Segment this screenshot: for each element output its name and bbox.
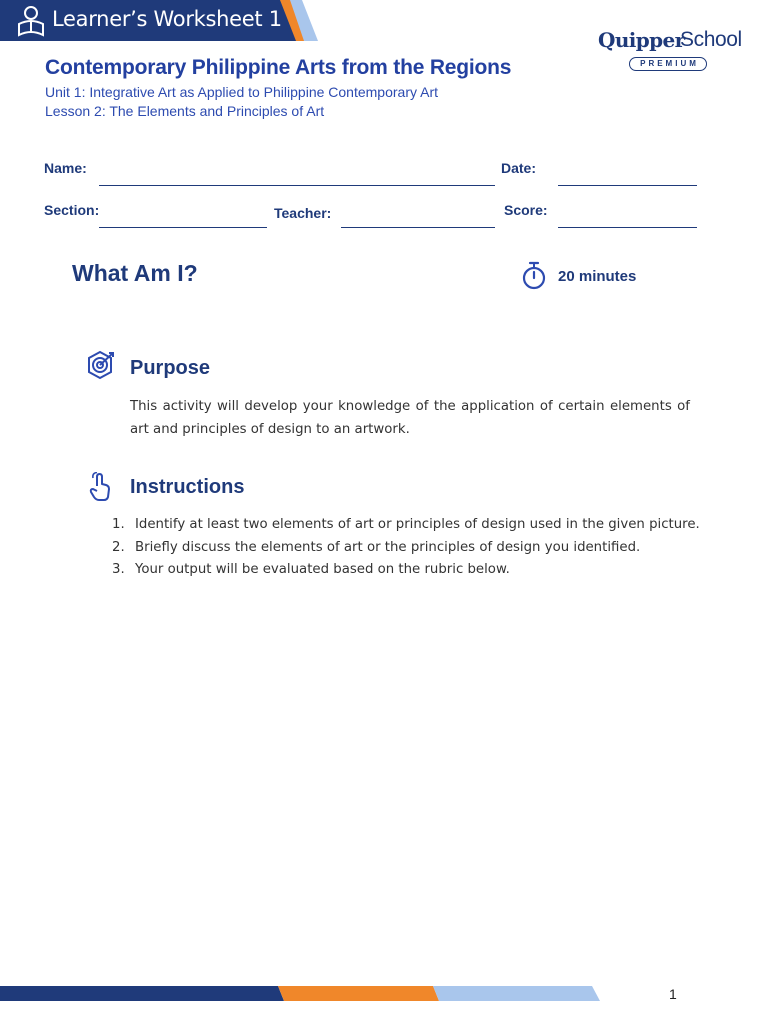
unit-subtitle: Unit 1: Integrative Art as Applied to Philippine Contemporary Art <box>45 84 438 100</box>
section-label: Section: <box>44 202 100 218</box>
teacher-field[interactable] <box>341 227 495 228</box>
logo-brand-regular: School <box>680 28 742 51</box>
list-item <box>112 515 702 538</box>
quipper-school-logo <box>598 28 740 74</box>
date-field[interactable] <box>558 185 697 186</box>
pointing-hand-icon <box>88 472 112 502</box>
purpose-heading: Purpose <box>130 357 211 379</box>
course-title: Contemporary Philippine Arts from the Regions <box>45 56 512 79</box>
list-item-text: Briefly discuss the elements of art or the principles of design you identified. <box>135 539 641 555</box>
teacher-label: Teacher: <box>274 205 332 221</box>
date-label: Date: <box>501 160 537 176</box>
worksheet-banner <box>0 0 320 41</box>
score-field[interactable] <box>558 227 697 228</box>
instructions-heading: Instructions <box>130 476 245 498</box>
list-item-text: Your output will be evaluated based on the rubric below. <box>135 562 510 577</box>
learner-reading-icon <box>14 4 48 38</box>
name-label: Name: <box>44 160 87 176</box>
stopwatch-icon <box>520 261 548 291</box>
target-icon <box>86 350 118 382</box>
purpose-text: This activity will develop your knowledge of the application of certain elements of art and principles of design to an artwork. <box>130 399 690 437</box>
list-item-number: 3. <box>112 562 125 577</box>
premium-badge: PREMIUM <box>629 57 707 71</box>
instructions-list <box>112 515 702 583</box>
list-item-number: 2. <box>112 539 125 555</box>
page-number: 1 <box>669 986 677 1002</box>
list-item <box>112 538 702 561</box>
list-item-text: Identify at least two elements of art or principles of design used in the given picture. <box>135 517 700 532</box>
section-field[interactable] <box>99 227 267 228</box>
name-field[interactable] <box>99 185 495 186</box>
score-label: Score: <box>504 202 548 218</box>
logo-brand-bold: Quipper <box>598 28 685 52</box>
footer-stripe <box>0 986 620 1001</box>
list-item <box>112 560 702 583</box>
activity-duration: 20 minutes <box>558 268 637 285</box>
lesson-subtitle: Lesson 2: The Elements and Principles of Art <box>45 103 325 119</box>
worksheet-title: Learner’s Worksheet 1 <box>52 7 282 31</box>
activity-title: What Am I? <box>72 260 198 286</box>
list-item-number: 1. <box>112 517 125 532</box>
